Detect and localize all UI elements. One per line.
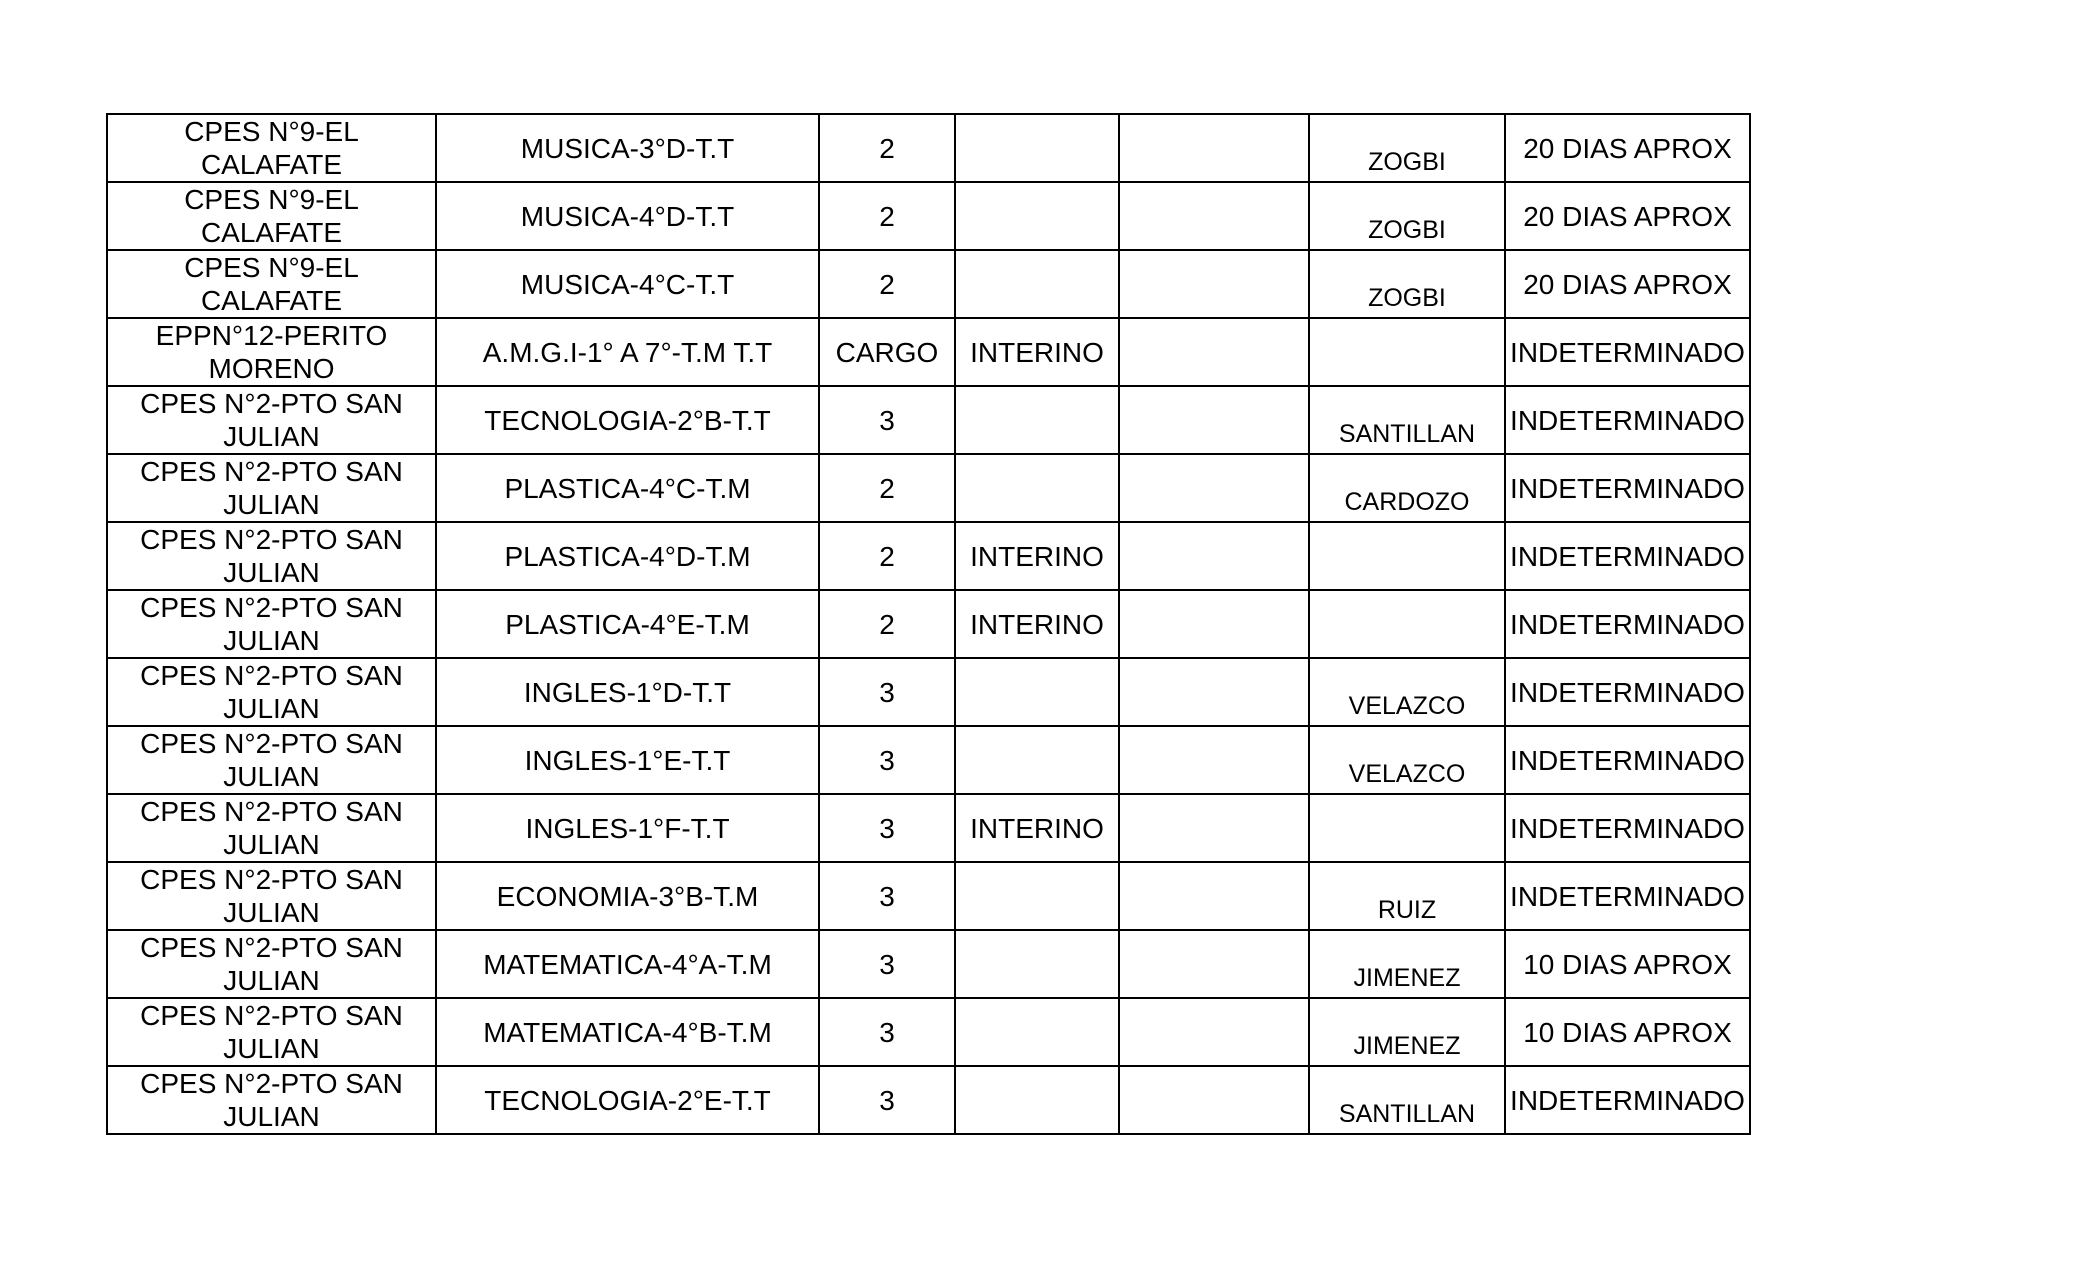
hours-cell: 3 bbox=[819, 930, 955, 998]
school-cell-line: CPES N°2-PTO SAN bbox=[140, 592, 403, 623]
school-cell bbox=[107, 1066, 436, 1134]
holder-cell: VELAZCO bbox=[1309, 726, 1505, 794]
table-row bbox=[107, 726, 1750, 794]
situation-cell bbox=[955, 658, 1119, 726]
blank-cell bbox=[1119, 182, 1309, 250]
holder-cell: JIMENEZ bbox=[1309, 930, 1505, 998]
hours-cell: 2 bbox=[819, 114, 955, 182]
table-row bbox=[107, 182, 1750, 250]
holder-cell bbox=[1309, 318, 1505, 386]
holder-cell: JIMENEZ bbox=[1309, 998, 1505, 1066]
duration-cell: 10 DIAS APROX bbox=[1505, 930, 1750, 998]
blank-cell bbox=[1119, 726, 1309, 794]
school-cell-line: CPES N°2-PTO SAN bbox=[140, 660, 403, 691]
school-cell-line: CPES N°2-PTO SAN bbox=[140, 388, 403, 419]
holder-cell: ZOGBI bbox=[1309, 182, 1505, 250]
school-cell bbox=[107, 114, 436, 182]
school-cell-line: JULIAN bbox=[223, 625, 320, 656]
school-cell-line: JULIAN bbox=[223, 965, 320, 996]
subject-cell: MUSICA-3°D-T.T bbox=[436, 114, 819, 182]
situation-cell bbox=[955, 182, 1119, 250]
table-row bbox=[107, 114, 1750, 182]
holder-cell bbox=[1309, 794, 1505, 862]
school-cell-line: JULIAN bbox=[223, 1033, 320, 1064]
duration-cell: INDETERMINADO bbox=[1505, 318, 1750, 386]
school-cell bbox=[107, 794, 436, 862]
table-row bbox=[107, 590, 1750, 658]
school-cell-line: JULIAN bbox=[223, 421, 320, 452]
hours-cell: 2 bbox=[819, 182, 955, 250]
blank-cell bbox=[1119, 386, 1309, 454]
holder-cell: RUIZ bbox=[1309, 862, 1505, 930]
school-cell-line: CPES N°2-PTO SAN bbox=[140, 864, 403, 895]
situation-cell bbox=[955, 998, 1119, 1066]
school-cell bbox=[107, 250, 436, 318]
table-row bbox=[107, 386, 1750, 454]
subject-cell: MUSICA-4°D-T.T bbox=[436, 182, 819, 250]
subject-cell: INGLES-1°D-T.T bbox=[436, 658, 819, 726]
holder-cell bbox=[1309, 590, 1505, 658]
duration-cell: 10 DIAS APROX bbox=[1505, 998, 1750, 1066]
blank-cell bbox=[1119, 998, 1309, 1066]
school-cell-line: CPES N°2-PTO SAN bbox=[140, 524, 403, 555]
blank-cell bbox=[1119, 1066, 1309, 1134]
hours-cell: 2 bbox=[819, 590, 955, 658]
hours-cell: 3 bbox=[819, 998, 955, 1066]
subject-cell: PLASTICA-4°C-T.M bbox=[436, 454, 819, 522]
duration-cell: 20 DIAS APROX bbox=[1505, 114, 1750, 182]
school-cell bbox=[107, 386, 436, 454]
table-body bbox=[107, 114, 1750, 1134]
duration-cell: INDETERMINADO bbox=[1505, 726, 1750, 794]
school-cell-line: JULIAN bbox=[223, 489, 320, 520]
school-cell-line: CPES N°9-EL bbox=[184, 252, 359, 283]
school-cell bbox=[107, 726, 436, 794]
situation-cell bbox=[955, 454, 1119, 522]
school-cell-line: CPES N°9-EL bbox=[184, 184, 359, 215]
subject-cell: INGLES-1°E-T.T bbox=[436, 726, 819, 794]
school-cell-line: CPES N°2-PTO SAN bbox=[140, 796, 403, 827]
hours-cell: 3 bbox=[819, 862, 955, 930]
table-row bbox=[107, 1066, 1750, 1134]
duration-cell: INDETERMINADO bbox=[1505, 590, 1750, 658]
school-cell-line: JULIAN bbox=[223, 761, 320, 792]
hours-cell: 3 bbox=[819, 1066, 955, 1134]
duration-cell: INDETERMINADO bbox=[1505, 386, 1750, 454]
school-cell bbox=[107, 318, 436, 386]
holder-cell: CARDOZO bbox=[1309, 454, 1505, 522]
school-cell-line: JULIAN bbox=[223, 829, 320, 860]
school-cell-line: CPES N°9-EL bbox=[184, 116, 359, 147]
subject-cell: PLASTICA-4°D-T.M bbox=[436, 522, 819, 590]
school-cell-line: EPPN°12-PERITO bbox=[155, 320, 388, 351]
school-cell-line: JULIAN bbox=[223, 693, 320, 724]
blank-cell bbox=[1119, 862, 1309, 930]
table-row bbox=[107, 998, 1750, 1066]
school-cell-line: CALAFATE bbox=[200, 149, 343, 180]
school-cell bbox=[107, 658, 436, 726]
table-row bbox=[107, 454, 1750, 522]
school-cell-line: CPES N°2-PTO SAN bbox=[140, 728, 403, 759]
school-cell-line: CPES N°2-PTO SAN bbox=[140, 1000, 403, 1031]
school-cell bbox=[107, 522, 436, 590]
table-row bbox=[107, 318, 1750, 386]
subject-cell: TECNOLOGIA-2°E-T.T bbox=[436, 1066, 819, 1134]
table-row bbox=[107, 862, 1750, 930]
hours-cell: 3 bbox=[819, 794, 955, 862]
school-cell bbox=[107, 862, 436, 930]
school-cell-line: CALAFATE bbox=[200, 285, 343, 316]
holder-cell bbox=[1309, 522, 1505, 590]
school-cell-line: JULIAN bbox=[223, 897, 320, 928]
blank-cell bbox=[1119, 318, 1309, 386]
situation-cell bbox=[955, 862, 1119, 930]
subject-cell: MATEMATICA-4°A-T.M bbox=[436, 930, 819, 998]
school-cell-line: MORENO bbox=[208, 353, 335, 384]
table-row bbox=[107, 794, 1750, 862]
blank-cell bbox=[1119, 114, 1309, 182]
hours-cell: 3 bbox=[819, 386, 955, 454]
duration-cell: INDETERMINADO bbox=[1505, 522, 1750, 590]
blank-cell bbox=[1119, 454, 1309, 522]
duration-cell: INDETERMINADO bbox=[1505, 862, 1750, 930]
subject-cell: ECONOMIA-3°B-T.M bbox=[436, 862, 819, 930]
subject-cell: A.M.G.I-1° A 7°-T.M T.T bbox=[436, 318, 819, 386]
blank-cell bbox=[1119, 930, 1309, 998]
duration-cell: INDETERMINADO bbox=[1505, 454, 1750, 522]
situation-cell bbox=[955, 386, 1119, 454]
table-row bbox=[107, 930, 1750, 998]
subject-cell: INGLES-1°F-T.T bbox=[436, 794, 819, 862]
school-cell-line: CPES N°2-PTO SAN bbox=[140, 456, 403, 487]
blank-cell bbox=[1119, 658, 1309, 726]
situation-cell: INTERINO bbox=[955, 590, 1119, 658]
situation-cell bbox=[955, 1066, 1119, 1134]
hours-cell: CARGO bbox=[819, 318, 955, 386]
blank-cell bbox=[1119, 794, 1309, 862]
hours-cell: 2 bbox=[819, 522, 955, 590]
subject-cell: PLASTICA-4°E-T.M bbox=[436, 590, 819, 658]
situation-cell bbox=[955, 930, 1119, 998]
school-cell-line: JULIAN bbox=[223, 557, 320, 588]
blank-cell bbox=[1119, 590, 1309, 658]
blank-cell bbox=[1119, 522, 1309, 590]
situation-cell: INTERINO bbox=[955, 794, 1119, 862]
vacancies-table bbox=[106, 113, 1751, 1135]
table-row bbox=[107, 250, 1750, 318]
hours-cell: 3 bbox=[819, 658, 955, 726]
subject-cell: TECNOLOGIA-2°B-T.T bbox=[436, 386, 819, 454]
situation-cell: INTERINO bbox=[955, 522, 1119, 590]
subject-cell: MUSICA-4°C-T.T bbox=[436, 250, 819, 318]
blank-cell bbox=[1119, 250, 1309, 318]
school-cell bbox=[107, 182, 436, 250]
school-cell bbox=[107, 930, 436, 998]
duration-cell: INDETERMINADO bbox=[1505, 794, 1750, 862]
school-cell-line: CPES N°2-PTO SAN bbox=[140, 1068, 403, 1099]
hours-cell: 2 bbox=[819, 454, 955, 522]
school-cell bbox=[107, 998, 436, 1066]
hours-cell: 2 bbox=[819, 250, 955, 318]
duration-cell: 20 DIAS APROX bbox=[1505, 182, 1750, 250]
school-cell bbox=[107, 590, 436, 658]
school-cell bbox=[107, 454, 436, 522]
holder-cell: ZOGBI bbox=[1309, 250, 1505, 318]
school-cell-line: CALAFATE bbox=[200, 217, 343, 248]
situation-cell bbox=[955, 250, 1119, 318]
duration-cell: INDETERMINADO bbox=[1505, 1066, 1750, 1134]
duration-cell: INDETERMINADO bbox=[1505, 658, 1750, 726]
holder-cell: SANTILLAN bbox=[1309, 386, 1505, 454]
situation-cell bbox=[955, 114, 1119, 182]
school-cell-line: CPES N°2-PTO SAN bbox=[140, 932, 403, 963]
holder-cell: ZOGBI bbox=[1309, 114, 1505, 182]
table-row bbox=[107, 658, 1750, 726]
holder-cell: SANTILLAN bbox=[1309, 1066, 1505, 1134]
table-row bbox=[107, 522, 1750, 590]
subject-cell: MATEMATICA-4°B-T.M bbox=[436, 998, 819, 1066]
duration-cell: 20 DIAS APROX bbox=[1505, 250, 1750, 318]
situation-cell: INTERINO bbox=[955, 318, 1119, 386]
hours-cell: 3 bbox=[819, 726, 955, 794]
school-cell-line: JULIAN bbox=[223, 1101, 320, 1132]
situation-cell bbox=[955, 726, 1119, 794]
holder-cell: VELAZCO bbox=[1309, 658, 1505, 726]
